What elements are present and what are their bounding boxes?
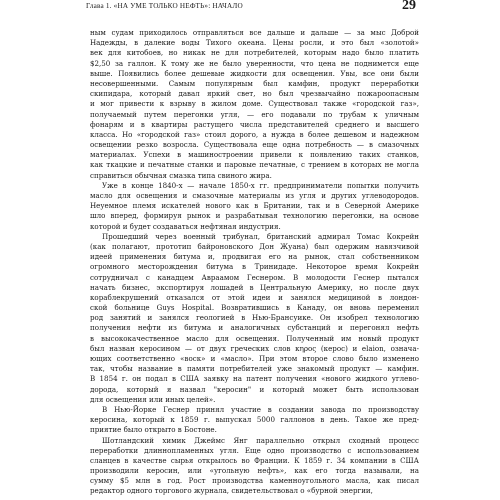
text-line: сотрудничал с канадцем Авраамом Геснером. В молодости Геснер пытался bbox=[90, 272, 419, 282]
text-line: так, чтобы название в памяти потребителей уже знакомый продукт — камфин. bbox=[90, 364, 419, 374]
text-line: справиться обычная смазка типа свиного жира. bbox=[90, 170, 272, 180]
paragraph bbox=[90, 181, 419, 232]
text-line: шло вперед, формируя рынок и разрабатывая технологию перегонки, на основе bbox=[90, 211, 419, 221]
text-line: класса. Но «городской газ» стоил дорого, а нужда в более дешевом и надежном bbox=[90, 129, 419, 139]
text-line: род занятий и занялся геологией в Нью-Брансуике. Он изобрел технологию bbox=[90, 313, 419, 323]
text-line: для освещения или иных целей». bbox=[90, 394, 216, 404]
text-line: получения нефти из битума и аналогичных субстанций и перегонял нефть bbox=[90, 323, 419, 333]
text-line: как ткацкие и печатные станки и паровые печатные, с трением в которых не могла bbox=[90, 160, 419, 170]
paragraph bbox=[90, 28, 419, 181]
text-line: Шотландский химик Джеймс Янг параллельно открыл сходный процесс bbox=[102, 435, 419, 445]
text-line: В Нью-Йорке Геснер принял участие в создании завода по производству bbox=[102, 404, 419, 414]
text-line: переработки длиннопламенных угля. Еще одно производство с использованием bbox=[90, 445, 419, 455]
text-line: (как полагают, прототип байроновского Дон Жуана) был одержим навязчивой bbox=[90, 241, 419, 251]
page-number: 29 bbox=[402, 0, 416, 13]
text-line: начать бизнес, экспортируя лошадей в Центральную Америку, но после двух bbox=[90, 282, 419, 292]
text-line: идеей применения битума и, продвигая его на рынок, стал собственником bbox=[90, 252, 419, 262]
text-line: сумму $5 млн в год. Рост производства каменноугольного масла, как писал bbox=[90, 476, 419, 486]
text-line: в высококачественное масло для освещения. Полученный им новый продукт bbox=[90, 333, 419, 343]
text-line: ской больнице Guys Hospital. Возвратившись в Канаду, он вновь переменил bbox=[90, 303, 419, 313]
text-line: скипидара, который давал яркий свет, но был чрезвычайно пожароопасным bbox=[90, 89, 419, 99]
text-line: кораблекрушений отказался от этой идеи и занялся медициной в лондон- bbox=[90, 292, 419, 302]
text-line: получаемый путем перегонки угля, — его подавали по трубам к уличным bbox=[90, 109, 419, 119]
text-line: ющих соответственно «воск» и «масло». При этом второе слово было изменено bbox=[90, 354, 419, 363]
text-line: Неуемное племя искателей нового как в Британии, так и в Северной Америке bbox=[90, 201, 419, 211]
body-text bbox=[90, 28, 419, 497]
text-line: выше. Появились более дешевые жидкости для освещения. Увы, все они были bbox=[90, 68, 419, 78]
text-line: Уже в конце 1840-х — начале 1850-х гг. предприниматели попытки получить bbox=[102, 180, 419, 190]
text-line: и мог привести к взрыву в жилом доме. Существовал также «городской газ», bbox=[90, 99, 419, 109]
text-line: Прошедший через военный трибунал, британский адмирал Томас Кокрейн bbox=[102, 231, 419, 241]
text-line: редактор одного торгового журнала, свидетельствовал о «бурной энергии, bbox=[90, 486, 373, 496]
text-line: несовершенными. Самым популярным был камфин, продукт переработки bbox=[90, 78, 419, 88]
text-line: Надежды, в далекие воды Тихого океана. Цены росли, и это был «золотой» bbox=[90, 38, 419, 48]
text-line: ным судам приходилось отправляться все дальше и дальше — за мыс Доброй bbox=[90, 28, 419, 37]
paragraph bbox=[90, 436, 419, 497]
text-line: приятие было открыто в Бостоне. bbox=[90, 425, 217, 435]
text-line: сланцев в качестве сырья открылось во Франции. К 1859 г. 34 компании в США bbox=[90, 455, 419, 465]
text-line: был назван керосином — от двух греческих слов κηρος (керос) и elaion, означа- bbox=[90, 343, 419, 353]
text-line: огромного месторождения битума в Тринидаде. Некоторое время Кокрейн bbox=[90, 262, 419, 272]
text-line: век для китобоев, но никак не для потребителей, которым надо было платить bbox=[90, 48, 419, 58]
text-line: которой и будет создаваться нефтяная индустрия. bbox=[90, 221, 281, 231]
text-line: керосина, который к 1859 г. выпускал 5000 галлонов в день. Такое же пред- bbox=[90, 415, 419, 425]
text-line: производили керосин, или «угольную нефть», как его тогда называли, на bbox=[90, 466, 419, 476]
text-line: масло для освещения и смазочные материалы из угля и других углеводородов. bbox=[90, 191, 419, 200]
paragraph bbox=[90, 405, 419, 436]
text-line: дорода, который я назвал "керосин" и который может быть использован bbox=[90, 384, 419, 394]
text-line: $2,50 за галлон. К тому же не было уверенности, что цена не поднимется еще bbox=[90, 58, 419, 68]
text-line: материалах. Успехи в машиностроении привели к появлению таких станков, bbox=[90, 150, 419, 160]
running-header: Глава 1. «НА УМЕ ТОЛЬКО НЕФТЬ»: НАЧАЛО bbox=[86, 2, 243, 10]
text-line: В 1854 г. он подал в США заявку на патент получения «нового жидкого углево- bbox=[90, 374, 419, 384]
text-line: освещении резко возросла. Существовала еще одна потребность — в смазочных bbox=[90, 140, 419, 150]
text-line: фонарям и в квартиры растущего числа представителей среднего и высшего bbox=[90, 119, 419, 129]
paragraph bbox=[90, 232, 419, 405]
